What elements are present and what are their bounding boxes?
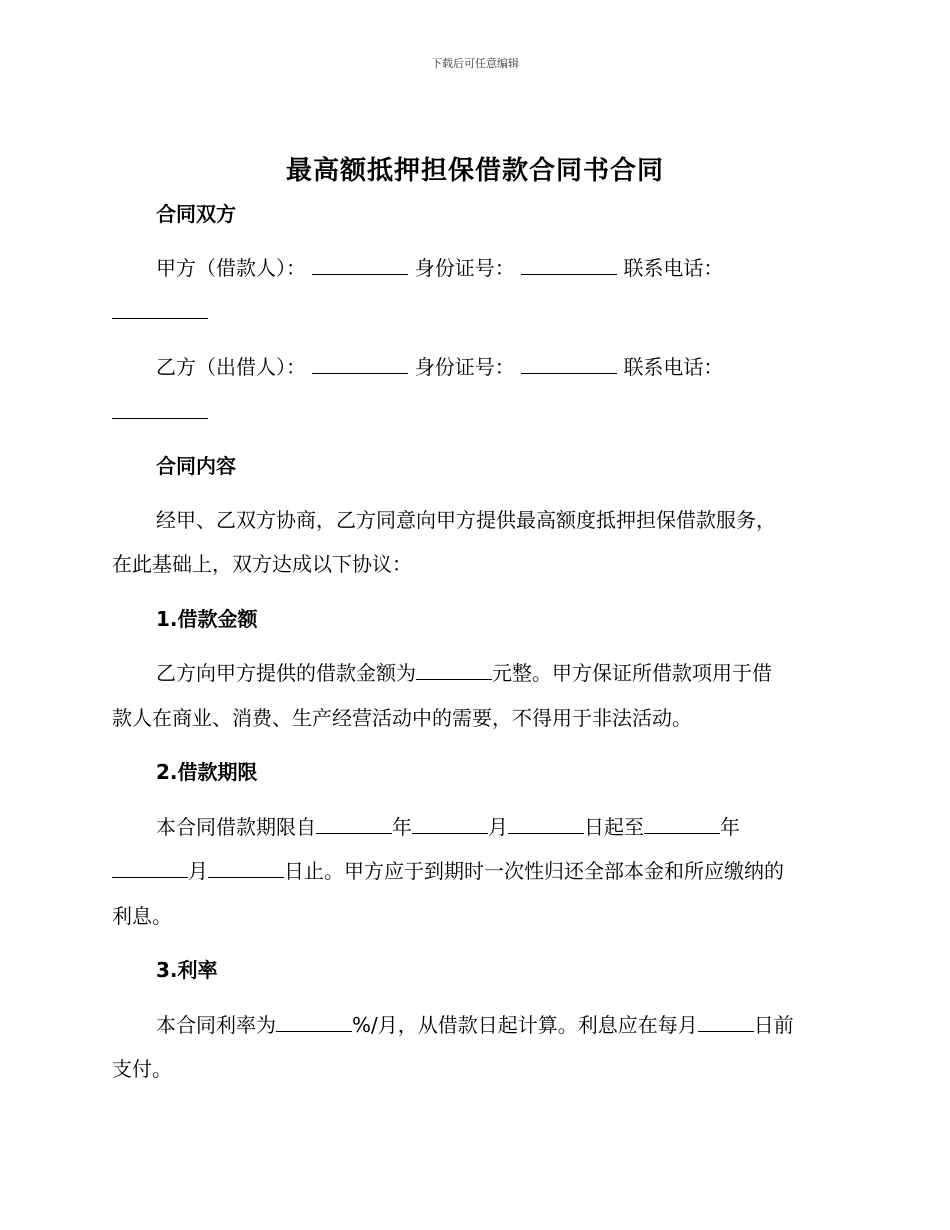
party-a-phone-line [112,298,208,326]
rate-blank[interactable] [276,1011,352,1032]
party-b-line [156,353,723,381]
loan-amount-blank[interactable] [416,659,492,680]
sec3-heading: 3.利率 [156,958,218,982]
end-year-blank[interactable] [644,813,720,834]
start-day-blank[interactable] [508,813,584,834]
end-day-blank[interactable] [208,857,284,878]
sec2-month-label: 月 [488,815,508,839]
party-b-label: 乙方（出借人）： [156,355,306,379]
content-heading: 合同内容 [156,454,236,478]
party-b-id-label: 身份证号： [414,355,515,379]
sec2-line-1 [156,813,740,841]
start-month-blank[interactable] [412,813,488,834]
party-b-id-blank[interactable] [521,353,617,374]
sec2-year-label: 年 [392,815,412,839]
sec3-text-c: 日前 [753,1013,794,1037]
sec2-heading: 2.借款期限 [156,760,258,784]
sec2-text-end: 日止。甲方应于到期时一次性归还全部本金和所应缴纳的 [284,859,784,883]
party-b-phone-blank[interactable] [112,398,208,419]
document-title: 最高额抵押担保借款合同书合同 [285,156,664,186]
parties-heading: 合同双方 [156,202,236,226]
sec2-text-a: 本合同借款期限自 [156,815,316,839]
intro-line-2: 在此基础上，双方达成以下协议： [112,552,412,576]
intro-line-1: 经甲、乙双方协商，乙方同意向甲方提供最高额度抵押担保借款服务， [156,508,776,532]
party-a-phone-blank[interactable] [112,298,208,319]
sec3-line-1 [156,1011,794,1039]
sec2-year-label-2: 年 [720,815,740,839]
party-b-name-blank[interactable] [312,353,408,374]
party-a-line [156,254,723,282]
sec2-day-from: 日起至 [584,815,644,839]
sec1-heading: 1.借款金额 [156,607,258,631]
party-a-id-blank[interactable] [521,254,617,275]
party-a-id-label: 身份证号： [414,256,515,280]
sec2-line-3: 利息。 [112,904,172,928]
sec3-text-a: 本合同利率为 [156,1013,276,1037]
sec1-text-a: 乙方向甲方提供的借款金额为 [156,661,416,685]
sec1-text-b: 元整。甲方保证所借款项用于借 [492,661,772,685]
sec1-line-1 [156,659,772,687]
sec2-month-label-2: 月 [188,859,208,883]
header-note: 下载后可任意编辑 [431,57,519,70]
party-a-phone-label: 联系电话： [623,256,724,280]
end-month-blank[interactable] [112,857,188,878]
sec3-text-b: %/月，从借款日起计算。利息应在每月 [352,1013,698,1037]
start-year-blank[interactable] [316,813,392,834]
party-b-phone-label: 联系电话： [623,355,724,379]
party-a-name-blank[interactable] [312,254,408,275]
pay-day-blank[interactable] [698,1011,754,1032]
sec2-line-2 [112,857,784,885]
party-a-label: 甲方（借款人）： [156,256,306,280]
sec1-line-2: 款人在商业、消费、生产经营活动中的需要，不得用于非法活动。 [112,706,692,730]
sec3-line-2: 支付。 [112,1057,172,1081]
party-b-phone-line [112,398,208,426]
